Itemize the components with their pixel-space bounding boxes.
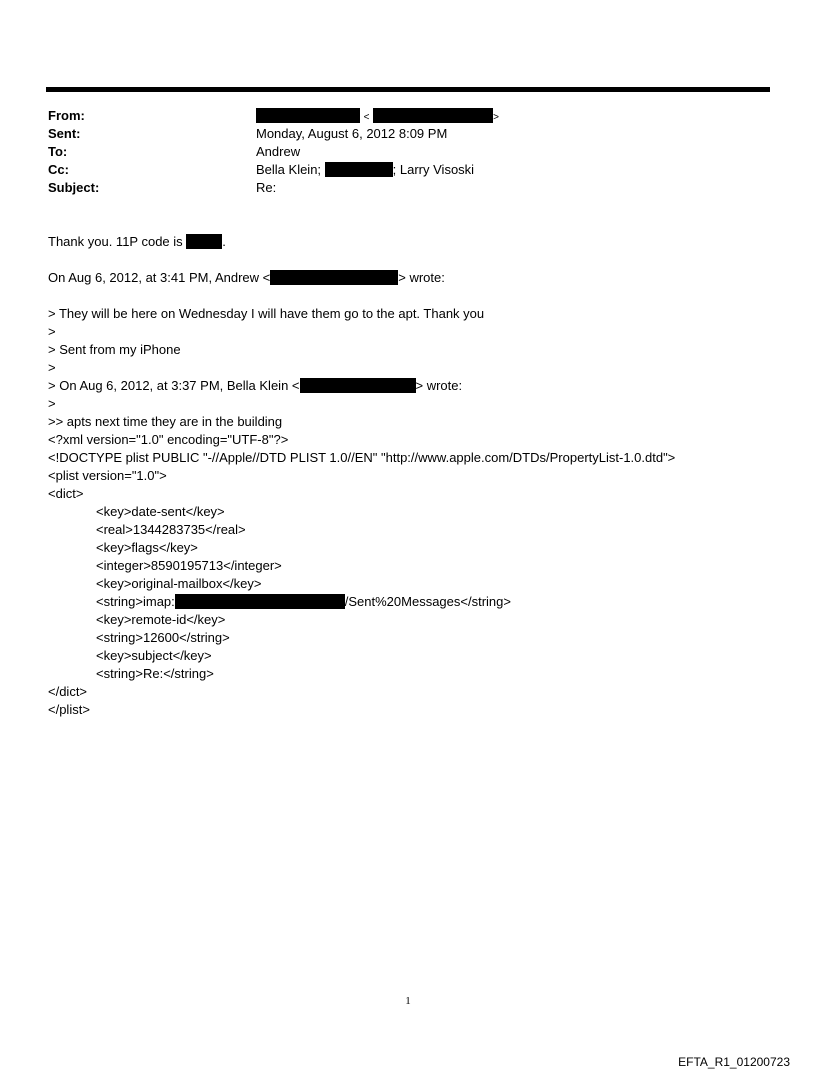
xml-line: </dict> bbox=[48, 684, 88, 699]
header-rule bbox=[46, 87, 770, 92]
body-line: > They will be here on Wednesday I will have them go to the apt. Thank you bbox=[48, 306, 485, 321]
sent-label: Sent: bbox=[48, 126, 81, 141]
redaction-box bbox=[256, 108, 360, 123]
redaction-box bbox=[300, 378, 416, 393]
subject-value: Re: bbox=[256, 180, 277, 195]
body-line: > bbox=[48, 396, 56, 411]
cc-label: Cc: bbox=[48, 162, 69, 177]
redaction-box bbox=[270, 270, 398, 285]
document-id: EFTA_R1_01200723 bbox=[678, 1055, 790, 1069]
page-number: 1 bbox=[405, 995, 411, 1007]
xml-line: <key>remote-id</key> bbox=[96, 612, 226, 627]
xml-line: <key>subject</key> bbox=[96, 648, 212, 663]
body-line: > Sent from my iPhone bbox=[48, 342, 181, 357]
body-line: > bbox=[48, 324, 56, 339]
cc-value: Bella Klein; ; Larry Visoski bbox=[256, 162, 475, 177]
xml-line: <key>original-mailbox</key> bbox=[96, 576, 262, 591]
xml-line: <string>imap: /Sent%20Messages</string> bbox=[96, 594, 511, 609]
body-line: > On Aug 6, 2012, at 3:37 PM, Bella Klein < > wrote: bbox=[48, 378, 463, 393]
xml-line: <key>date-sent</key> bbox=[96, 504, 225, 519]
to-label: To: bbox=[48, 144, 68, 159]
xml-line: <string>12600</string> bbox=[96, 630, 230, 645]
body-line: > bbox=[48, 360, 56, 375]
sent-value: Monday, August 6, 2012 8:09 PM bbox=[256, 126, 448, 141]
xml-line: <?xml version="1.0" encoding="UTF-8"?> bbox=[48, 432, 289, 447]
body-line: >> apts next time they are in the building bbox=[48, 414, 283, 429]
xml-line: <!DOCTYPE plist PUBLIC "-//Apple//DTD PLIST 1.0//EN" "http://www.apple.com/DTDs/PropertyList-1.0.dtd"> bbox=[48, 450, 676, 465]
redaction-box bbox=[186, 234, 222, 249]
redaction-box bbox=[373, 108, 493, 123]
to-value: Andrew bbox=[256, 144, 301, 159]
xml-line: <plist version="1.0"> bbox=[48, 468, 167, 483]
from-label: From: bbox=[48, 108, 85, 123]
xml-line: <real>1344283735</real> bbox=[96, 522, 246, 537]
xml-line: <dict> bbox=[48, 486, 84, 501]
redaction-box bbox=[175, 594, 345, 609]
from-value: < > bbox=[256, 107, 499, 127]
xml-line: <integer>8590195713</integer> bbox=[96, 558, 282, 573]
body-line: On Aug 6, 2012, at 3:41 PM, Andrew < > wrote: bbox=[48, 270, 445, 285]
xml-line: <string>Re:</string> bbox=[96, 666, 214, 681]
redaction-box bbox=[325, 162, 393, 177]
xml-line: <key>flags</key> bbox=[96, 540, 198, 555]
body-line: Thank you. 11P code is . bbox=[48, 234, 226, 249]
subject-label: Subject: bbox=[48, 180, 100, 195]
xml-line: </plist> bbox=[48, 702, 90, 717]
